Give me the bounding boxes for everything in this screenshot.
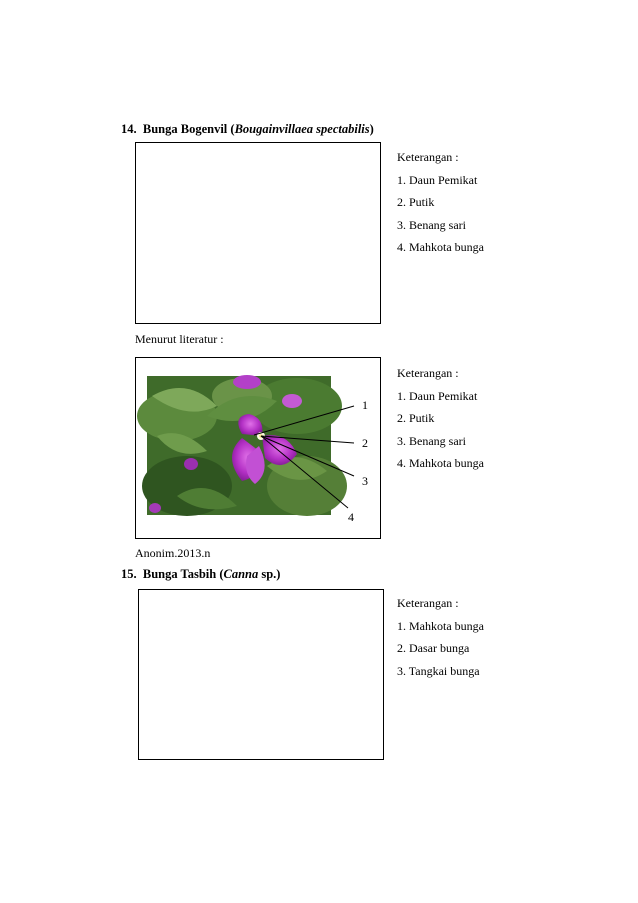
literature-legend (397, 362, 484, 475)
legend-title: Keterangan : (397, 366, 459, 380)
observation-photo-box-15 (138, 589, 384, 760)
photo-caption: Anonim.2013.n (135, 546, 211, 560)
legend-item: 4. Mahkota bunga (397, 240, 484, 254)
section-15-title: Bunga Tasbih (Canna sp.) (142, 567, 281, 581)
legend-item: 1. Mahkota bunga (397, 618, 484, 633)
legend-item: 1. Daun Pemikat (397, 172, 478, 187)
section-15-number: 15. (121, 567, 137, 581)
observation-photo-box-14 (135, 142, 381, 324)
literature-label: Menurut literatur : (135, 332, 224, 346)
bougainvillea-photo-illustration (136, 358, 380, 538)
legend-item: 3. Tangkai bunga (397, 663, 480, 678)
callout-number: 4 (348, 510, 354, 524)
legend-title: Keterangan : (397, 150, 459, 164)
legend-item: 3. Benang sari (397, 217, 466, 232)
legend-item: 1. Daun Pemikat (397, 388, 478, 403)
legend-item: 3. Benang sari (397, 433, 466, 448)
legend-item: 2. Putik (397, 195, 435, 209)
legend-item: 2. Putik (397, 411, 435, 425)
callout-number: 2 (362, 436, 368, 450)
section-14-heading (121, 122, 374, 137)
literature-photo-box (135, 357, 381, 539)
legend-item: 4. Mahkota bunga (397, 456, 484, 470)
legend-15 (397, 592, 484, 682)
section-15-heading (121, 567, 280, 582)
legend-title: Keterangan : (397, 596, 459, 610)
callout-number: 1 (362, 398, 368, 412)
section-14-title: Bunga Bogenvil (Bougainvillaea spectabilis) (142, 122, 374, 136)
callout-number: 3 (362, 474, 368, 488)
legend-item: 2. Dasar bunga (397, 641, 470, 655)
legend-14 (397, 146, 484, 259)
section-14-number: 14. (121, 122, 137, 136)
